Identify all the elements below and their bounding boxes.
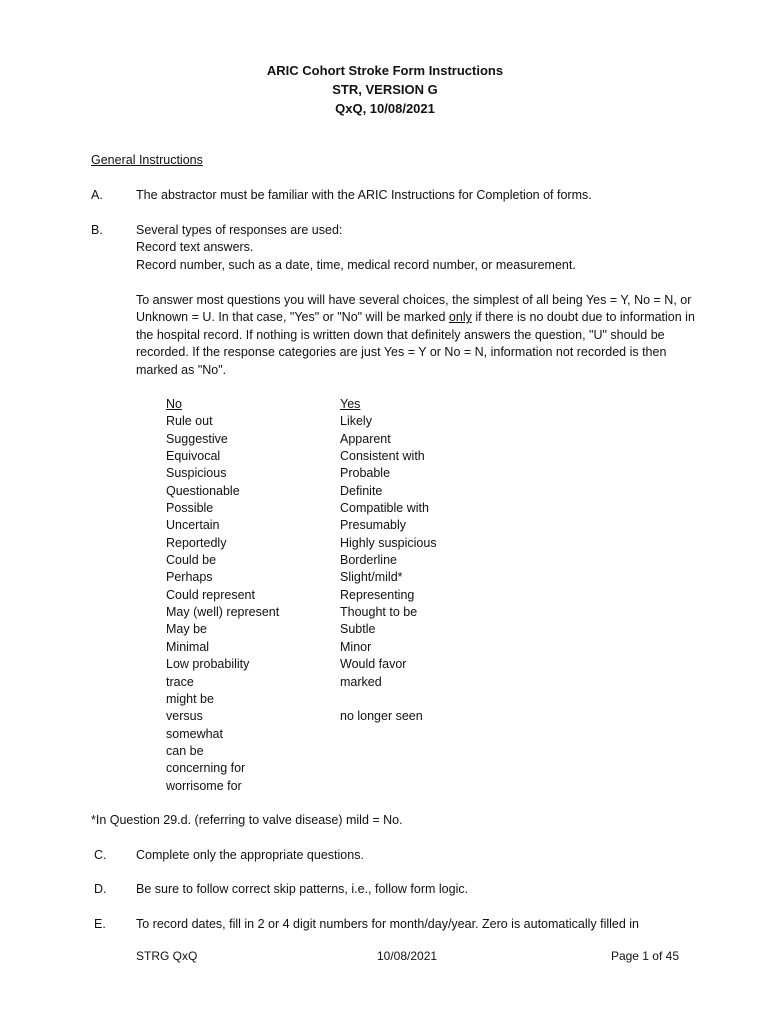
no-term: Reportedly: [166, 535, 227, 550]
only-emphasis: only: [448, 310, 472, 325]
yes-term: Compatible with: [340, 501, 429, 516]
document-title: ARIC Cohort Stroke Form Instructions: [266, 63, 504, 78]
document-version: STR, VERSION G: [332, 82, 438, 97]
no-term: trace: [166, 674, 194, 689]
yes-term: Minor: [340, 639, 372, 654]
item-a-text: The abstractor must be familiar with the ARIC Instructions for Completion of forms.: [136, 188, 592, 202]
item-b-line: Record text answers.: [136, 240, 254, 254]
yes-term: Subtle: [340, 622, 376, 637]
yes-term: Probable: [340, 466, 391, 481]
item-b-paragraph: To answer most questions you will have several choices, the simplest of all being Yes = Y, No = N, or Unknown = U. In that case, "Yes" or "No" will be marked only if there is no doubt due to information in the hospital record. If nothing is written down that definitely answers the question, "U" should be recorded. If the response categories are just Yes = Y or No = N, information not recorded is then marked as "No".: [136, 293, 695, 377]
item-a-letter: A.: [91, 188, 103, 202]
no-term: Perhaps: [166, 570, 213, 585]
no-column-header: No: [166, 397, 182, 411]
item-d-text: Be sure to follow correct skip patterns, i.e., follow form logic.: [136, 882, 469, 896]
yes-term: Slight/mild*: [340, 570, 403, 585]
no-term: Could represent: [166, 587, 255, 602]
yes-term: Thought to be: [340, 605, 418, 620]
no-term: versus: [166, 709, 203, 724]
no-term: Possible: [166, 501, 214, 516]
yes-term: Highly suspicious: [340, 535, 437, 550]
item-e-letter: E.: [94, 917, 106, 931]
footnote: *In Question 29.d. (referring to valve disease) mild = No.: [91, 813, 403, 827]
yes-term: Definite: [340, 483, 383, 498]
no-term: May (well) represent: [166, 605, 280, 620]
no-term: somewhat: [166, 726, 223, 741]
item-c-letter: C.: [94, 848, 107, 862]
yes-term: Would favor: [340, 657, 407, 672]
yes-term: Representing: [340, 587, 415, 602]
no-term: worrisome for: [166, 778, 242, 793]
footer-center: 10/08/2021: [377, 949, 438, 963]
yes-column-header: Yes: [340, 397, 361, 411]
item-b-line: Several types of responses are used:: [136, 223, 343, 237]
no-term: Questionable: [166, 483, 240, 498]
no-term: Equivocal: [166, 449, 221, 464]
yes-term: Borderline: [340, 553, 397, 568]
section-heading: General Instructions: [91, 153, 203, 167]
yes-term: Presumably: [340, 518, 406, 533]
yes-term: Likely: [340, 414, 372, 429]
item-c-text: Complete only the appropriate questions.: [136, 848, 364, 862]
no-term: concerning for: [166, 761, 246, 776]
yes-term: marked: [340, 674, 382, 689]
no-term: can be: [166, 743, 204, 758]
no-term: Suggestive: [166, 431, 228, 446]
no-term: Uncertain: [166, 518, 220, 533]
footer-left: STRG QxQ: [136, 949, 198, 963]
no-term: Could be: [166, 553, 217, 568]
yes-term-blank: [340, 691, 437, 708]
no-term: Low probability: [166, 657, 250, 672]
item-d-letter: D.: [94, 882, 107, 896]
no-term: Rule out: [166, 414, 213, 429]
yes-term: Apparent: [340, 431, 391, 446]
no-terms-column: [166, 396, 279, 795]
no-term: Suspicious: [166, 466, 227, 481]
item-e-text: To record dates, fill in 2 or 4 digit numbers for month/day/year. Zero is automatically filled in: [136, 917, 640, 931]
yes-term: no longer seen: [340, 709, 423, 724]
no-term: May be: [166, 622, 207, 637]
footer-page-number: Page 1 of 45: [610, 949, 679, 963]
document-date: QxQ, 10/08/2021: [335, 101, 435, 116]
item-b-line: Record number, such as a date, time, medical record number, or measurement.: [136, 258, 576, 272]
no-term: might be: [166, 691, 214, 706]
yes-terms-column: [340, 396, 437, 726]
yes-term: Consistent with: [340, 449, 425, 464]
no-term: Minimal: [166, 639, 210, 654]
item-b-letter: B.: [91, 223, 103, 237]
